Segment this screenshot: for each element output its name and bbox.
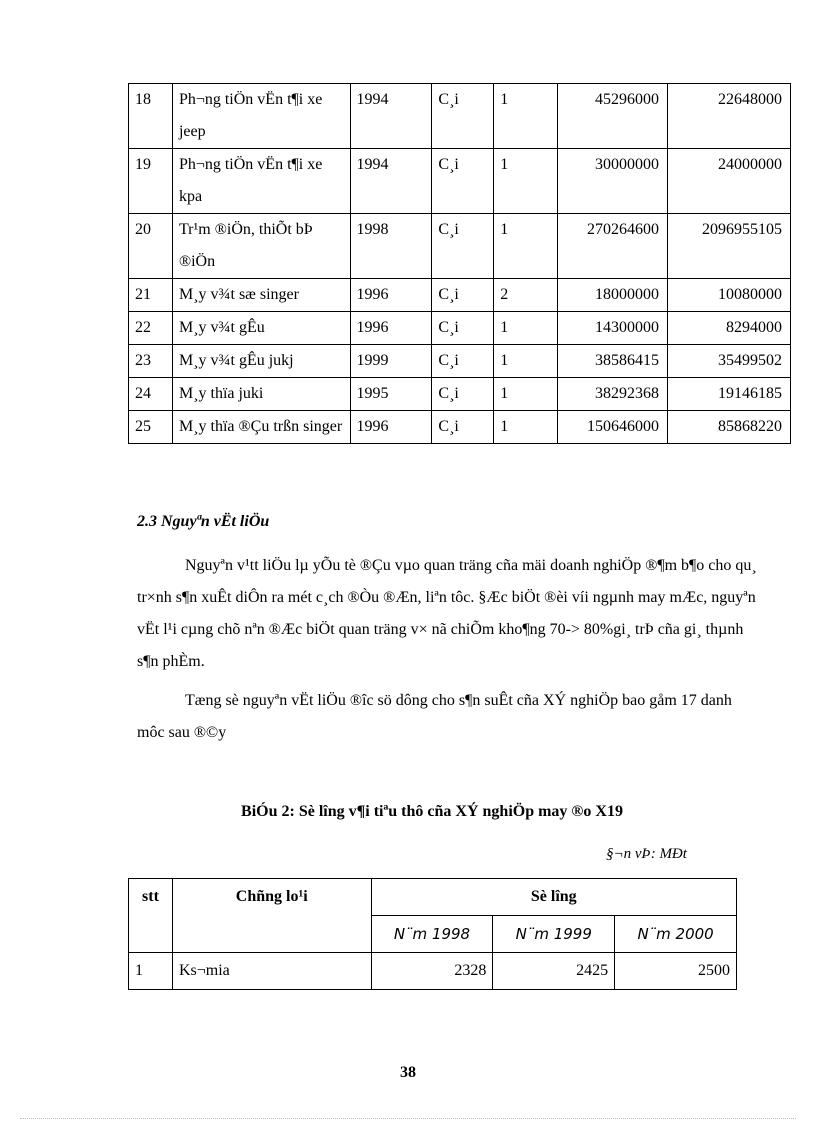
fabric-consumption-table bbox=[128, 878, 737, 990]
header-type: Chñng lo¹i bbox=[172, 879, 371, 953]
row-stt: 19 bbox=[129, 149, 173, 214]
row-unit: C¸i bbox=[432, 378, 494, 411]
row-unit: C¸i bbox=[432, 312, 494, 345]
row-stt: 1 bbox=[129, 953, 173, 990]
row-remaining-value: 10080000 bbox=[668, 279, 791, 312]
row-original-value: 45296000 bbox=[558, 84, 668, 149]
header-stt: stt bbox=[129, 879, 173, 953]
row-quantity: 1 bbox=[494, 345, 558, 378]
table-title: BiÓu 2: Sè lîng v¶i tiªu thô cña XÝ nghiÖp may ®o X19 bbox=[241, 803, 623, 820]
unit-note: §¬n vÞ: MÐt bbox=[606, 846, 687, 862]
table-row bbox=[129, 279, 791, 312]
row-quantity: 1 bbox=[494, 411, 558, 444]
row-name: Tr¹m ®iÖn, thiÕt bÞ ®iÖn bbox=[172, 214, 350, 279]
row-original-value: 18000000 bbox=[558, 279, 668, 312]
row-type: Ks¬mia bbox=[172, 953, 371, 990]
section-title: 2.3 Nguyªn vËt liÖu bbox=[137, 513, 270, 530]
row-stt: 23 bbox=[129, 345, 173, 378]
row-remaining-value: 24000000 bbox=[668, 149, 791, 214]
table-row bbox=[129, 378, 791, 411]
row-remaining-value: 35499502 bbox=[668, 345, 791, 378]
page-bottom-rule bbox=[20, 1118, 796, 1119]
row-original-value: 30000000 bbox=[558, 149, 668, 214]
row-unit: C¸i bbox=[432, 411, 494, 444]
row-stt: 25 bbox=[129, 411, 173, 444]
row-year: 1996 bbox=[350, 411, 432, 444]
row-original-value: 14300000 bbox=[558, 312, 668, 345]
row-value-2000: 2500 bbox=[615, 953, 737, 990]
row-unit: C¸i bbox=[432, 279, 494, 312]
row-remaining-value: 8294000 bbox=[668, 312, 791, 345]
row-name: M¸y thïa juki bbox=[172, 378, 350, 411]
row-year: 1996 bbox=[350, 312, 432, 345]
row-year: 1994 bbox=[350, 149, 432, 214]
row-year: 1996 bbox=[350, 279, 432, 312]
table-row bbox=[129, 312, 791, 345]
paragraph-1-text: Nguyªn v¹tt liÖu lµ yÕu tè ®Çu vµo quan träng cña mäi doanh nghiÖp ®¶m b¶o cho qu¸ tr×nh s¶n xuÊt diÔn ra mét c¸ch ®Òu ®Æn, liªn tôc. §Æc biÖt ®èi víi ngµnh may mÆc, nguyªn vËt l¹i cµng chõ nªn ®Æc biÖt quan träng v× nã chiÕm kho¶ng 70-> 80%gi¸ trÞ cña gi¸ thµnh s¶n phÈm. bbox=[137, 557, 757, 670]
row-quantity: 2 bbox=[494, 279, 558, 312]
row-quantity: 1 bbox=[494, 149, 558, 214]
row-stt: 20 bbox=[129, 214, 173, 279]
row-original-value: 38292368 bbox=[558, 378, 668, 411]
row-name: M¸y v¾t sæ singer bbox=[172, 279, 350, 312]
row-original-value: 270264600 bbox=[558, 214, 668, 279]
table-row bbox=[129, 345, 791, 378]
paragraph-2 bbox=[137, 685, 757, 749]
row-unit: C¸i bbox=[432, 149, 494, 214]
row-remaining-value: 2096955105 bbox=[668, 214, 791, 279]
year-2000: N¨m 2000 bbox=[615, 916, 737, 953]
row-stt: 18 bbox=[129, 84, 173, 149]
row-name: M¸y v¾t gÊu bbox=[172, 312, 350, 345]
header-row bbox=[129, 879, 737, 916]
row-name: M¸y thïa ®Çu trßn singer bbox=[172, 411, 350, 444]
row-unit: C¸i bbox=[432, 214, 494, 279]
row-stt: 22 bbox=[129, 312, 173, 345]
row-quantity: 1 bbox=[494, 312, 558, 345]
row-value-1999: 2425 bbox=[493, 953, 615, 990]
row-name: M¸y v¾t gÊu jukj bbox=[172, 345, 350, 378]
row-quantity: 1 bbox=[494, 214, 558, 279]
table-row bbox=[129, 149, 791, 214]
row-unit: C¸i bbox=[432, 345, 494, 378]
row-unit: C¸i bbox=[432, 84, 494, 149]
paragraph-2-text: Tæng sè nguyªn vËt liÖu ®îc sö dông cho s¶n suÊt cña XÝ nghiÖp bao gåm 17 danh môc sau ®©y bbox=[137, 692, 732, 741]
paragraph-1 bbox=[137, 550, 757, 678]
table-row bbox=[129, 214, 791, 279]
row-stt: 24 bbox=[129, 378, 173, 411]
page-number: 38 bbox=[400, 1064, 416, 1081]
year-1999: N¨m 1999 bbox=[493, 916, 615, 953]
row-remaining-value: 85868220 bbox=[668, 411, 791, 444]
row-value-1998: 2328 bbox=[371, 953, 493, 990]
table-row bbox=[129, 84, 791, 149]
table-row bbox=[129, 411, 791, 444]
row-original-value: 38586415 bbox=[558, 345, 668, 378]
row-remaining-value: 19146185 bbox=[668, 378, 791, 411]
row-stt: 21 bbox=[129, 279, 173, 312]
row-name: Ph¬ng tiÖn vËn t¶i xe jeep bbox=[172, 84, 350, 149]
row-year: 1994 bbox=[350, 84, 432, 149]
row-remaining-value: 22648000 bbox=[668, 84, 791, 149]
row-year: 1999 bbox=[350, 345, 432, 378]
year-1998: N¨m 1998 bbox=[371, 916, 493, 953]
table-row bbox=[129, 953, 737, 990]
row-name: Ph¬ng tiÖn vËn t¶i xe kpa bbox=[172, 149, 350, 214]
row-year: 1998 bbox=[350, 214, 432, 279]
row-quantity: 1 bbox=[494, 84, 558, 149]
row-year: 1995 bbox=[350, 378, 432, 411]
row-quantity: 1 bbox=[494, 378, 558, 411]
row-original-value: 150646000 bbox=[558, 411, 668, 444]
asset-table bbox=[128, 83, 791, 444]
header-quantity: Sè lîng bbox=[371, 879, 736, 916]
